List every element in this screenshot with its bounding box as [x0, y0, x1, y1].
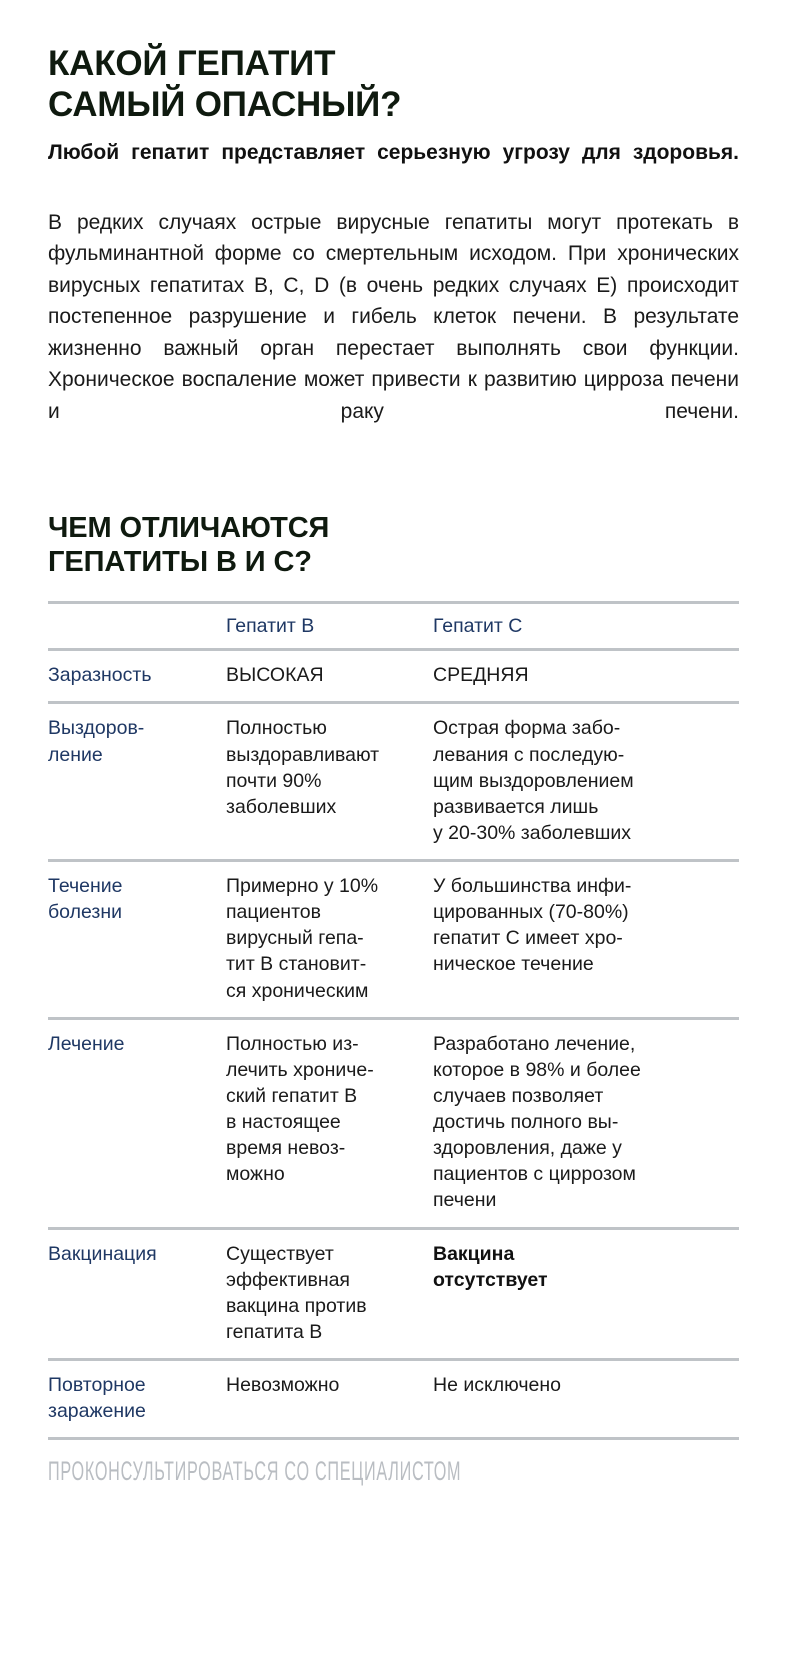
cell-b-disease-course: Примерно у 10% пациентов вирусный гепа- тит В становит- ся хроническим — [226, 861, 433, 1019]
row-label-contagiousness: Заразность — [48, 650, 226, 703]
table-row — [48, 861, 739, 1019]
cell-b-treatment: Полностью из- лечить хрониче- ский гепатит В в настоящее время невоз- можно — [226, 1018, 433, 1228]
table-body — [48, 650, 739, 1439]
page-title-line-1: КАКОЙ ГЕПАТИТ — [48, 44, 336, 83]
table-row — [48, 1018, 739, 1228]
lead-paragraph: Любой гепатит представляет серьезную угрозу для здоровья. — [48, 141, 739, 165]
section-heading-line-1: ЧЕМ ОТЛИЧАЮТСЯ — [48, 511, 330, 544]
column-header-criteria — [48, 603, 226, 650]
section-spacer — [48, 459, 739, 511]
cell-c-treatment: Разработано лечение, которое в 98% и более случаев позволяет достичь полного вы- здоровления, даже у пациентов с циррозом печени — [433, 1018, 739, 1228]
cell-c-reinfection: Не исключено — [433, 1360, 739, 1439]
page-title-line-2: САМЫЙ ОПАСНЫЙ? — [48, 84, 402, 124]
cell-b-recovery: Полностью выздоравливают почти 90% заболевших — [226, 703, 433, 861]
column-header-hepatitis-c: Гепатит С — [433, 603, 739, 650]
row-label-vaccination: Вакцинация — [48, 1228, 226, 1360]
table-row — [48, 1360, 739, 1439]
cell-c-disease-course: У большинства инфи- цированных (70-80%) гепатит С имеет хро- ническое течение — [433, 861, 739, 1019]
body-paragraph: В редких случаях острые вирусные гепатиты могут протекать в фульминантной форме со смертельным исходом. При хронических вирусных гепатитах B, C, D (в очень редких случаях E) происходит постепенное разрушение и гибель клеток печени. В результате жизненно важный орган перестает выполнять свои функции. Хроническое воспаление может привести к развитию цирроза печени и раку печени. — [48, 210, 739, 423]
row-label-reinfection: Повторное заражение — [48, 1360, 226, 1439]
row-label-disease-course: Течение болезни — [48, 861, 226, 1019]
row-label-treatment: Лечение — [48, 1018, 226, 1228]
comparison-table — [48, 601, 739, 1440]
table-row — [48, 650, 739, 703]
cell-c-vaccination: Вакцина отсутствует — [433, 1228, 739, 1360]
table-row — [48, 1228, 739, 1360]
cell-b-vaccination: Существует эффективная вакцина против гепатита В — [226, 1228, 433, 1360]
cell-b-reinfection: Невозможно — [226, 1360, 433, 1439]
section-heading-line-2: ГЕПАТИТЫ В И С? — [48, 546, 312, 578]
table-header-row — [48, 603, 739, 650]
cell-b-contagiousness: ВЫСОКАЯ — [226, 650, 433, 703]
page-title — [48, 0, 739, 125]
row-label-recovery: Выздоров- ление — [48, 703, 226, 861]
table-head — [48, 603, 739, 650]
cell-c-recovery: Острая форма забо- левания с последую- щим выздоровлением развивается лишь у 20-30% заболевших — [433, 703, 739, 861]
section-heading-comparison — [48, 511, 739, 579]
cell-c-contagiousness: СРЕДНЯЯ — [433, 650, 739, 703]
footer-callout: ПРОКОНСУЛЬТИРОВАТЬСЯ СО СПЕЦИАЛИСТОМ — [48, 1456, 462, 1487]
table-row — [48, 703, 739, 861]
column-header-hepatitis-b: Гепатит В — [226, 603, 433, 650]
